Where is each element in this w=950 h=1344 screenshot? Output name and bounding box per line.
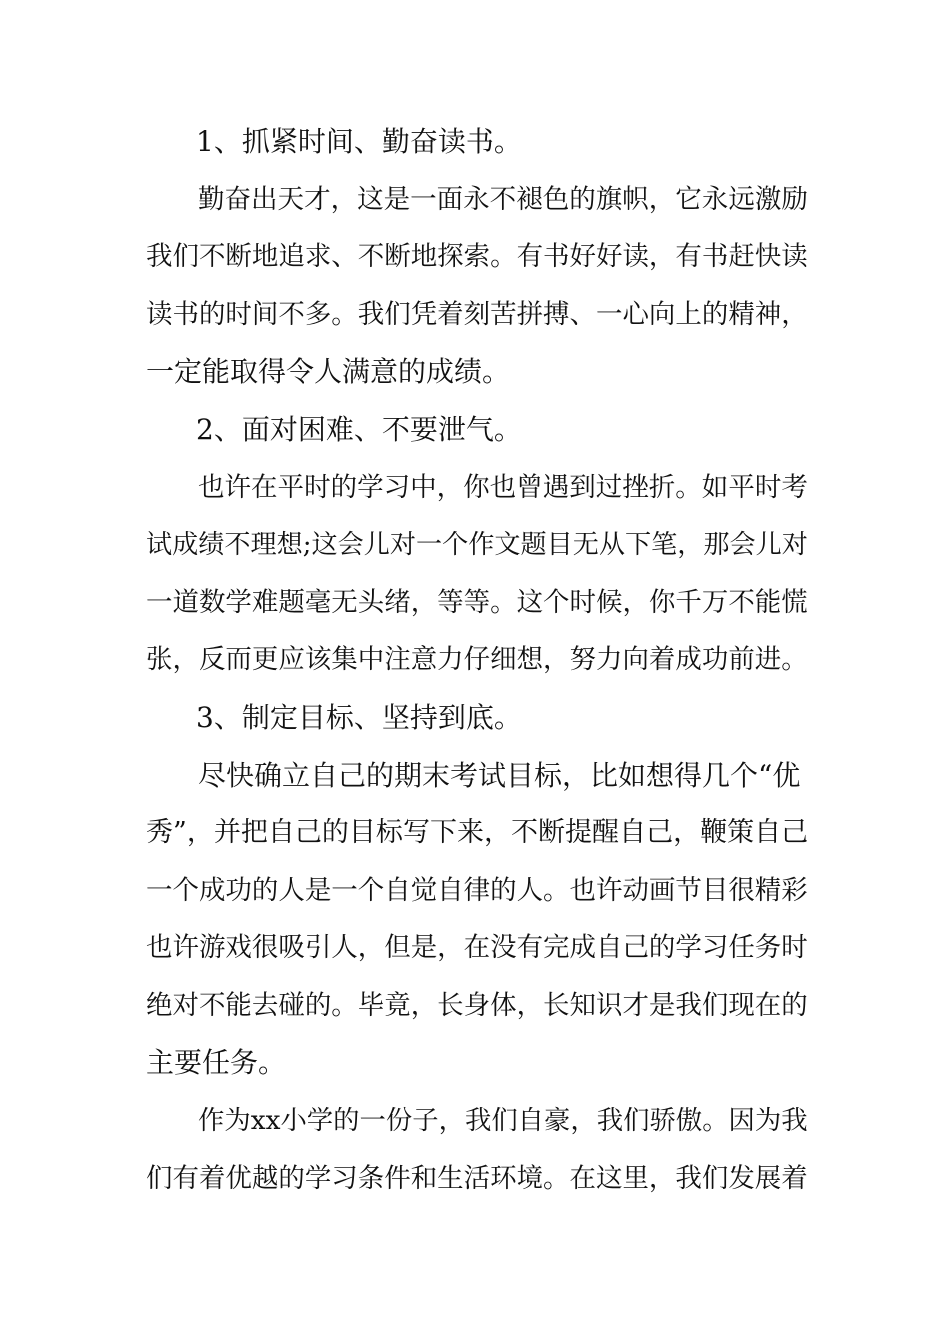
- paragraph-line: 尽快确立自己的期末考试目标，比如想得几个“优: [198, 759, 801, 792]
- paragraph-line: 秀”，并把自己的目标写下来，不断提醒自己，鞭策自己: [146, 817, 809, 848]
- paragraph-line: 一道数学难题毫无头绪，等等。这个时候，你千万不能慌: [146, 587, 808, 618]
- paragraph-line: 我们不断地追求、不断地探索。有书好好读，有书赶快读: [146, 241, 808, 272]
- paragraph-line: 勤奋出天才，这是一面永不褪色的旗帜，它永远激励: [198, 184, 808, 215]
- paragraph-line: 试成绩不理想;这会儿对一个作文题目无从下笔，那会儿对: [146, 530, 808, 560]
- paragraph-line: 也许在平时的学习中，你也曾遇到过挫折。如平时考: [198, 472, 808, 503]
- paragraph-line: 们有着优越的学习条件和生活环境。在这里，我们发展着: [146, 1163, 808, 1194]
- paragraph-line: 主要任务。: [146, 1046, 287, 1079]
- paragraph-line: 绝对不能去碰的。毕竟，长身体，长知识才是我们现在的: [146, 990, 808, 1021]
- paragraph-line: 一定能取得令人满意的成绩。: [146, 355, 511, 388]
- paragraph-line: 读书的时间不多。我们凭着刻苦拼搏、一心向上的精神，: [146, 299, 808, 330]
- paragraph-line: 作为xx小学的一份子，我们自豪，我们骄傲。因为我: [198, 1106, 808, 1136]
- heading-2: 2、面对困难、不要泄气。: [196, 413, 522, 446]
- paragraph-line: 一个成功的人是一个自觉自律的人。也许动画节目很精彩: [146, 875, 808, 906]
- paragraph-line: 张，反而更应该集中注意力仔细想，努力向着成功前进。: [146, 644, 808, 675]
- heading-1: 1、抓紧时间、勤奋读书。: [196, 125, 522, 158]
- paragraph-line: 也许游戏很吸引人，但是，在没有完成自己的学习任务时: [146, 932, 808, 963]
- heading-3: 3、制定目标、坚持到底。: [196, 701, 522, 734]
